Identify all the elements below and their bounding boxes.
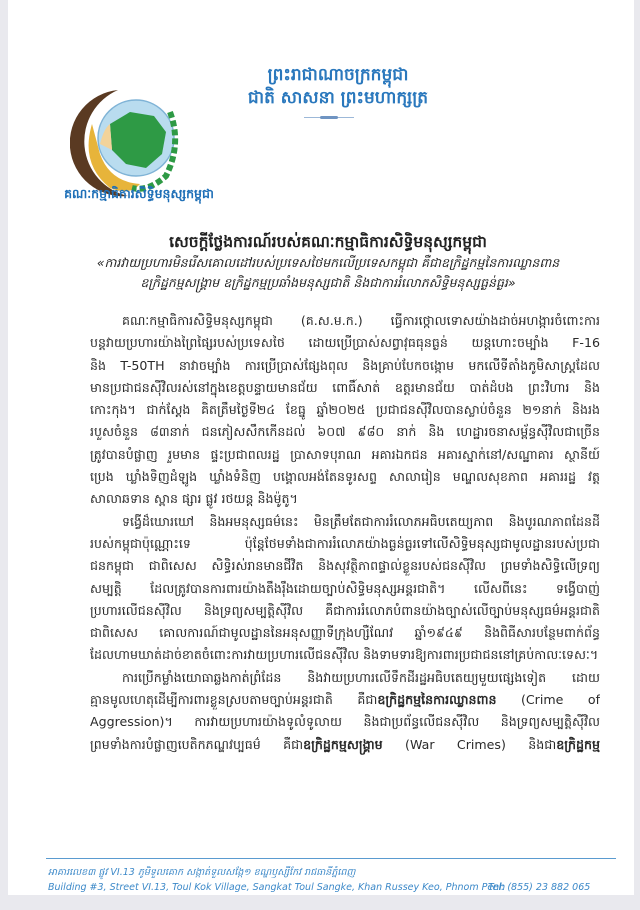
body-text: បន្តវាយប្រហារយ៉ាងព្រៃផ្សៃរបស់ប្រទេសថៃ ដោយប្រើប្រាស់សព្វាវុធធុនធ្ងន់ យន្តហោះចម្បាំង F-16 [90, 335, 600, 351]
body-text: Aggression)។ ការវាយប្រហារយ៉ាងទូលំទូលាយ និងជាប្រព័ន្ធលើជនស៊ីវិល និងទ្រព្យសម្បត្តិស៊ីវិល [90, 714, 600, 730]
organization-name: គណៈកម្មាធិការសិទ្ធិមនុស្សកម្ពុជា [64, 186, 214, 201]
document-page [8, 0, 634, 895]
body-line [90, 488, 600, 510]
footer-telephone: Tel: (855) 23 882 065 [488, 882, 591, 893]
body-text: ដែលហាមឃាត់ដាច់ខាតចំពោះការវាយប្រហារលើជនស៊ីវិល និងទាមទារឱ្យការពារប្រជាជននៅគ្រប់កាលៈទេសៈ។ [90, 647, 599, 663]
body-line [90, 310, 600, 332]
organization-logo [70, 84, 194, 200]
body-text: ត្រូវបានបំផ្លាញ រួមមាន ផ្ទះប្រជាពលរដ្ឋ ប្រាសាទបុរាណ អគារឯកជន អគារស្នាក់នៅ/សណ្ឋាគារ ស្ថានីយ៍ [90, 446, 600, 462]
footer-address-khmer: អាគារលេខ៣ ផ្លូវ VI.13 ភូមិទួលគោក សង្កាត់ទួលសង្កែ១ ខណ្ឌឫស្សីកែវ រាជធានីភ្នំពេញ [48, 867, 356, 878]
body-line [90, 466, 600, 488]
body-text: ជនកម្ពុជា ជាពិសេស សិទ្ធិរស់រានមានជីវិត និងសុវត្ថិភាពផ្ទាល់ខ្លួនរបស់ជនស៊ីវិល ព្រមទាំងសិទ្ធិលើទ្រព្យ [90, 558, 600, 574]
body-text: គ្មានមូលហេតុដើម្បីការពារខ្លួនស្របតាមច្បាប់អន្តរជាតិ គឺជា [90, 692, 378, 708]
statement-title: សេចក្តីថ្លែងការណ៍របស់គណៈកម្មាធិការសិទ្ធិមនុស្សកម្ពុជា [169, 233, 487, 251]
body-text: ជាពិសេស គោលការណ៍ជាមូលដ្ឋាននៃអនុសញ្ញាទីក្រុងហ្សឺណែវ ឆ្នាំ១៩៤៩ និងពិធីសារបន្ថែមពាក់ព័ន្ធ [90, 625, 600, 641]
body-line [90, 444, 600, 466]
body-line [90, 332, 600, 354]
body-text: និង T-50TH នាវាចម្បាំង ការប្រើប្រាស់ផ្សែងពុល និងគ្រាប់បែកចង្កោម មកលើទីតាំងភូមិសាស្ត្រដែល [90, 357, 600, 373]
body-line [90, 533, 600, 555]
body-line [90, 711, 600, 733]
body-text: ព្រមទាំងការបំផ្លាញបេតិកភណ្ឌវប្បធម៌ គឺជា [90, 736, 304, 752]
statement-subtitle-line-1: «ការវាយប្រហារមិនរើសគោលដៅរបស់ប្រទេសថៃមកលើប្រទេសកម្ពុជា គឺជាឧក្រិដ្ឋកម្មនៃការឈ្លានពាន [96, 255, 560, 270]
body-text: (Crime of [496, 692, 600, 708]
body-emphasis: ឧក្រិដ្ឋកម្ម [556, 736, 600, 752]
body-text: (War Crimes) និងជា [382, 736, 557, 752]
body-line [90, 421, 600, 443]
body-line [90, 734, 600, 756]
body-line [90, 578, 600, 600]
body-text: របស់កម្ពុជាប៉ុណ្ណោះទេ ប៉ុន្តែថែមទាំងជាការរំលោភយ៉ាងធ្ងន់ធ្ងរទៅលើសិទ្ធិមនុស្សជាមូលដ្ឋានរបស់ប្រជា [90, 535, 600, 551]
footer-divider [46, 858, 616, 859]
body-text: របួសចំនួន ៨៣នាក់ ជនភៀសសឹកកើនដល់ ៦០៧ ៩៨០ នាក់ និង ហេដ្ឋារចនាសម្ព័ន្ធស៊ីវិលជាច្រើន [90, 424, 600, 440]
body-text: ប្រហារលើជនស៊ីវិល និងទ្រព្យសម្បត្តិស៊ីវិល គឺជាការរំលោភបំពានយ៉ាងច្បាស់លើច្បាប់មនុស្សធម៌អន្តរជាតិ [90, 602, 600, 618]
body-line [90, 399, 600, 421]
kingdom-title: ព្រះរាជាណាចក្រកម្ពុជា [267, 65, 409, 85]
body-line [90, 667, 600, 689]
body-text: មានប្រជាជនស៊ីវិលរស់នៅក្នុងខេត្តបន្ទាយមានជ័យ ពោធិ៍សាត់ ឧត្តរមានជ័យ បាត់ដំបង ព្រះវិហារ និង [90, 379, 600, 395]
statement-subtitle-line-2: ឧក្រិដ្ឋកម្មសង្គ្រាម ឧក្រិដ្ឋកម្មប្រឆាំងមនុស្សជាតិ និងជាការរំលោភសិទ្ធិមនុស្សធ្ងន់ធ្ងរ» [140, 275, 516, 290]
body-line [90, 644, 600, 666]
body-line [90, 622, 600, 644]
body-line [90, 555, 600, 577]
national-motto: ជាតិ សាសនា ព្រះមហាក្សត្រ [247, 88, 429, 108]
statement-body [90, 310, 600, 756]
body-text: ការប្រើកម្លាំងយោធាឆ្លងកាត់ព្រំដែន និងវាយប្រហារលើទឹកដីរដ្ឋអធិបតេយ្យមួយផ្សេងទៀត ដោយ [122, 669, 600, 685]
body-line [90, 377, 600, 399]
body-text: សាលាឆទាន ស្ពាន ផ្សារ ផ្លូវ រថយន្ត និងម៉ូតូ។ [90, 491, 298, 507]
body-text: គណៈកម្មាធិការសិទ្ធិមនុស្សកម្ពុជា (គ.ស.ម.ក.) ធ្វើការថ្កោលទោសយ៉ាងដាច់អហង្ការចំពោះការ [122, 313, 600, 328]
body-line [90, 689, 600, 711]
ornament-divider [304, 117, 354, 118]
body-emphasis: ឧក្រិដ្ឋកម្មសង្គ្រាម [303, 736, 383, 752]
body-text: ប្រេង ឃ្លាំងទិញដំឡូង ឃ្លាំងទំនិញ បង្គោលអង់តែនទូរសព្ទ សាលារៀន មណ្ឌលសុខភាព អគាររដ្ឋ វត្ត [90, 469, 600, 485]
body-line [90, 355, 600, 377]
body-text: ទង្វើដ៏ឃោរឃៅ និងអមនុស្សធម៌នេះ មិនត្រឹមតែជាការរំលោភអធិបតេយ្យភាព និងបូរណភាពដែនដី [122, 513, 600, 529]
body-line [90, 600, 600, 622]
body-emphasis: ឧក្រិដ្ឋកម្មនៃការឈ្លានពាន [377, 692, 497, 708]
body-text: កោះកុង។ ជាក់ស្តែង គិតត្រឹមថ្ងៃទី២៤ ខែធ្នូ ឆ្នាំ២០២៥ ប្រជាជនស៊ីវិលបានស្លាប់ចំនួន ២១នាក់ និងរង [90, 402, 600, 418]
body-line [90, 511, 600, 533]
body-text: សម្បត្តិ ដែលត្រូវបានការពារយ៉ាងតឹងរ៉ឹងដោយច្បាប់សិទ្ធិមនុស្សអន្តរជាតិ។ លើសពីនេះ ទង្វើបាញ់ [90, 580, 600, 596]
footer-address-english: Building #3, Street VI.13, Toul Kok Village, Sangkat Toul Sangke, Khan Russey Keo, Phnom Penh [48, 882, 506, 893]
